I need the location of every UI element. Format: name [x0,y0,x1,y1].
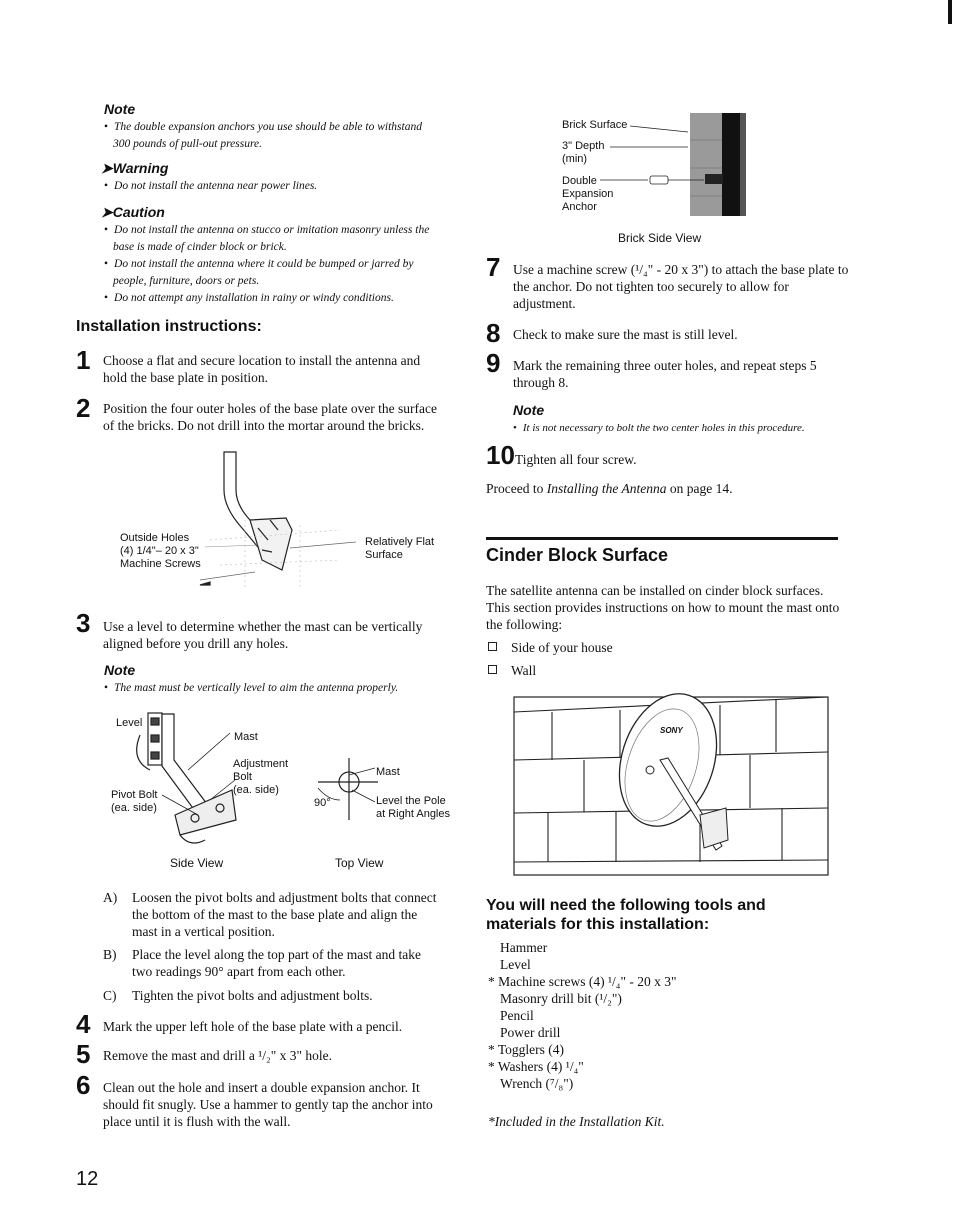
step-text: Clean out the hole and insert a double expansion anchor. It should fit snugly. Use a hammer to gently tap the anchor into place until it is flush with the wall. [103,1080,433,1129]
note-heading: Note [513,402,545,418]
note-text: • It is not necessary to bolt the two center holes in this procedure. [513,420,805,437]
brick-surface-label: Brick Surface [562,119,628,131]
note-heading: Note [104,101,136,117]
step-text: Tighten all four screw. [514,452,637,467]
tool-item: Pencil [500,1008,534,1023]
caution-heading: ➤Caution [101,204,165,220]
cross-reference-link[interactable]: Installing the Antenna [546,481,667,496]
substep-label: B) [103,947,117,962]
substep-text: Place the level along the top part of the mast and take two readings 90° apart from each other. [132,947,422,979]
warning-heading: ➤Warning [101,160,169,176]
brick-side-view-caption: Brick Side View [618,231,702,245]
tool-item: * Machine screws (4) ¹/₄" - 20 x 3" [488,974,677,989]
side-view-caption: Side View [170,856,224,870]
substep-label: C) [103,988,117,1003]
step-number: 4 [76,1009,91,1039]
arrow-icon: ➤ [101,160,113,176]
option-item: Side of your house [488,639,613,656]
caution-item: people, furniture, doors or pets. [113,275,260,287]
adjustment-bolt-label: Adjustment Bolt (ea. side) [233,758,289,796]
tool-item: Hammer [500,940,548,955]
caution-item: • Do not install the antenna on stucco or imitation masonry unless the [104,222,464,239]
top-view-caption: Top View [335,856,384,870]
tool-item: Wrench (⁷/₈") [500,1076,574,1091]
substep-label: A) [103,890,118,905]
note-text: • The mast must be vertically level to aim the antenna properly. [104,680,398,697]
proceed-text: Proceed to Installing the Antenna on page 14. [486,481,733,496]
flat-surface-label: Relatively Flat Surface [365,536,435,561]
anchor-label: Double Expansion Anchor [562,175,614,213]
warning-text: • Do not install the antenna near power lines. [104,178,317,195]
note-line: • The double expansion anchors you use should be able to withstand [104,119,464,136]
tools-title: You will need the following tools and materials for this installation: [486,897,766,933]
step-number: 7 [486,252,501,282]
step-number: 2 [76,393,91,423]
note-line: 300 pounds of pull-out pressure. [113,138,262,150]
step-number: 1 [76,345,91,375]
step-text: Choose a flat and secure location to install the antenna and hold the base plate in position. [103,353,421,385]
step-text: Use a machine screw (¹/₄" - 20 x 3") to attach the base plate to the anchor. Do not tighten too securely to allow for adjustment. [513,262,849,311]
step-text: Use a level to determine whether the mast can be vertically aligned before you drill any holes. [103,619,423,651]
tool-item: Level [500,957,531,972]
note-heading: Note [104,662,136,678]
top-mast-label: Mast [376,766,400,778]
step-number: 10 [486,440,515,470]
mast-label: Mast [234,731,258,743]
step-number: 5 [76,1039,91,1069]
substep-text: Loosen the pivot bolts and adjustment bolts that connect the bottom of the mast to the base plate and align the mast in a vertical position. [132,890,437,939]
step-number: 9 [486,348,501,378]
step-text: Mark the upper left hole of the base plate with a pencil. [103,1019,403,1034]
step-number: 3 [76,608,91,638]
tool-item: Power drill [500,1025,561,1040]
step-number: 6 [76,1070,91,1100]
caution-item: base is made of cinder block or brick. [113,241,287,253]
substep-text: Tighten the pivot bolts and adjustment bolts. [132,988,373,1003]
tools-list [488,939,676,1092]
step-text: Check to make sure the mast is still level. [513,327,738,342]
level-label: Level [116,717,143,729]
step-text: Mark the remaining three outer holes, and repeat steps 5 through 8. [513,358,817,390]
level-pole-label: Level the Pole at Right Angles [376,795,450,820]
dish-brand-logo: SONY [660,726,683,735]
option-item: Wall [488,662,536,679]
tool-item: * Washers (4) ¹/₄" [488,1059,584,1074]
section-intro: The satellite antenna can be installed on cinder block surfaces. This section provides instructions on how to mount the mast onto the following: [486,583,840,632]
arrow-icon: ➤ [101,204,113,220]
step-text: Position the four outer holes of the base plate over the surface of the bricks. Do not drill into the mortar around the bricks. [103,401,438,433]
step-number: 8 [486,318,501,348]
step-text: Remove the mast and drill a ¹/₂" x 3" hole. [103,1048,332,1063]
tool-item: Masonry drill bit (¹/₂") [500,991,622,1006]
section-title: Cinder Block Surface [486,545,669,565]
tool-item: * Togglers (4) [488,1042,565,1057]
pivot-bolt-label: Pivot Bolt (ea. side) [111,789,158,814]
caution-item: • Do not install the antenna where it could be bumped or jarred by [104,256,464,273]
angle-label: 90° [314,797,331,809]
section-title: Installation instructions: [76,318,262,335]
outside-holes-label: Outside Holes (4) 1/4"– 20 x 3" Machine Screws [120,532,201,570]
footnote: *Included in the Installation Kit. [488,1114,665,1129]
depth-label: 3" Depth (min) [562,140,605,165]
page-number: 12 [76,1168,99,1190]
caution-item: • Do not attempt any installation in rainy or windy conditions. [104,290,464,307]
